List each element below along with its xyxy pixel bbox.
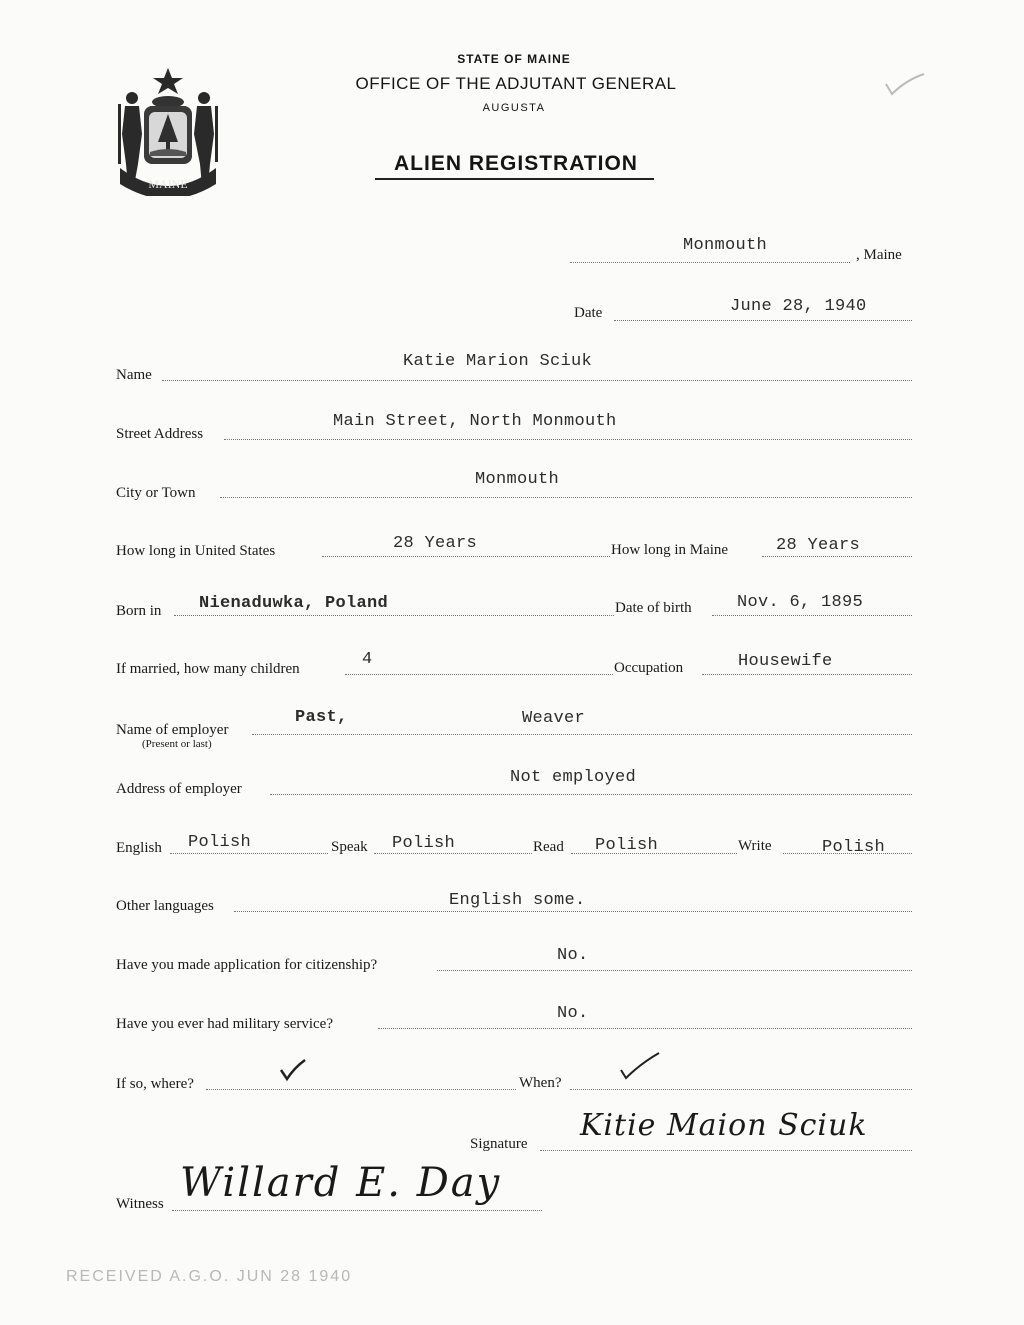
- employer-label: Name of employer: [116, 722, 229, 738]
- signature-label: Signature: [470, 1136, 528, 1152]
- signature-value: Kitie Maion Sciuk: [580, 1108, 868, 1143]
- name-line: [162, 380, 912, 381]
- when-label: When?: [519, 1075, 562, 1091]
- how-long-us-label: How long in United States: [116, 543, 276, 559]
- checkmark-icon: [880, 68, 928, 100]
- where-label: If so, where?: [116, 1076, 194, 1092]
- other-languages-value: English some.: [449, 891, 586, 910]
- employer-address-value: Not employed: [510, 768, 637, 787]
- witness-line: [172, 1210, 542, 1211]
- other-languages-line: [234, 911, 912, 912]
- english-label: English: [116, 840, 162, 856]
- read-label: Read: [533, 839, 564, 855]
- other-languages-label: Other languages: [116, 898, 214, 914]
- employer-address-line: [270, 794, 912, 795]
- employer-address-label: Address of employer: [116, 781, 242, 797]
- read-value: Polish: [595, 836, 659, 855]
- speak-line: [374, 853, 532, 854]
- occupation-value: Housewife: [738, 652, 833, 671]
- date-of-birth-line: [712, 615, 912, 616]
- military-label: Have you ever had military service?: [116, 1016, 333, 1032]
- when-checkmark-icon: [618, 1050, 662, 1082]
- born-in-label: Born in: [116, 603, 162, 619]
- street-value: Main Street, North Monmouth: [333, 412, 617, 431]
- children-line: [345, 674, 613, 675]
- citizenship-label: Have you made application for citizenship?: [116, 957, 378, 973]
- date-line: [614, 320, 912, 321]
- employer-line: [252, 734, 912, 735]
- children-label: If married, how many children: [116, 661, 300, 677]
- occupation-label: Occupation: [614, 660, 684, 676]
- place-value: Monmouth: [683, 236, 768, 255]
- witness-value: Willard E. Day: [180, 1160, 502, 1206]
- name-value: Katie Marion Sciuk: [403, 352, 593, 371]
- where-line: [206, 1089, 516, 1090]
- english-line: [170, 853, 328, 854]
- signature-line: [540, 1150, 912, 1151]
- when-line: [570, 1089, 912, 1090]
- write-value: Polish: [822, 838, 886, 857]
- town-line: [220, 497, 912, 498]
- maine-seal-icon: [112, 64, 224, 196]
- how-long-us-value: 28 Years: [393, 534, 478, 553]
- occupation-line: [702, 674, 912, 675]
- date-of-birth-value: Nov. 6, 1895: [737, 593, 864, 612]
- witness-label: Witness: [116, 1196, 164, 1212]
- employer-value-b: Weaver: [522, 709, 586, 728]
- speak-value: Polish: [392, 834, 456, 853]
- speak-label: Speak: [331, 839, 368, 855]
- how-long-maine-label: How long in Maine: [611, 542, 729, 558]
- street-line: [224, 439, 912, 440]
- how-long-maine-line: [762, 556, 912, 557]
- date-value: June 28, 1940: [730, 297, 867, 316]
- employer-value-a: Past,: [295, 708, 348, 727]
- citizenship-line: [437, 970, 912, 971]
- where-checkmark-icon: [278, 1058, 308, 1082]
- born-in-line: [174, 615, 614, 616]
- date-of-birth-label: Date of birth: [615, 600, 692, 616]
- town-label: City or Town: [116, 485, 196, 501]
- form-title: ALIEN REGISTRATION: [394, 152, 638, 175]
- seal-label: MAINE: [148, 177, 188, 191]
- street-label: Street Address: [116, 426, 204, 442]
- military-line: [378, 1028, 912, 1029]
- citizenship-value: No.: [557, 946, 589, 965]
- children-value: 4: [362, 650, 373, 669]
- how-long-maine-value: 28 Years: [776, 536, 861, 555]
- title-underline: [375, 178, 654, 180]
- office-heading: OFFICE OF THE ADJUTANT GENERAL: [355, 74, 677, 93]
- city-heading: AUGUSTA: [482, 102, 546, 114]
- name-label: Name: [116, 367, 152, 383]
- state-heading: STATE OF MAINE: [457, 52, 571, 66]
- place-line: [570, 262, 850, 263]
- write-label: Write: [738, 838, 772, 854]
- received-stamp: RECEIVED A.G.O. JUN 28 1940: [66, 1268, 353, 1285]
- born-in-value: Nienaduwka, Poland: [199, 594, 389, 613]
- town-value: Monmouth: [475, 470, 560, 489]
- english-value: Polish: [188, 833, 252, 852]
- employer-note: (Present or last): [142, 738, 212, 750]
- how-long-us-line: [322, 556, 610, 557]
- military-value: No.: [557, 1004, 589, 1023]
- date-label: Date: [574, 305, 603, 321]
- state-suffix-label: , Maine: [856, 247, 902, 263]
